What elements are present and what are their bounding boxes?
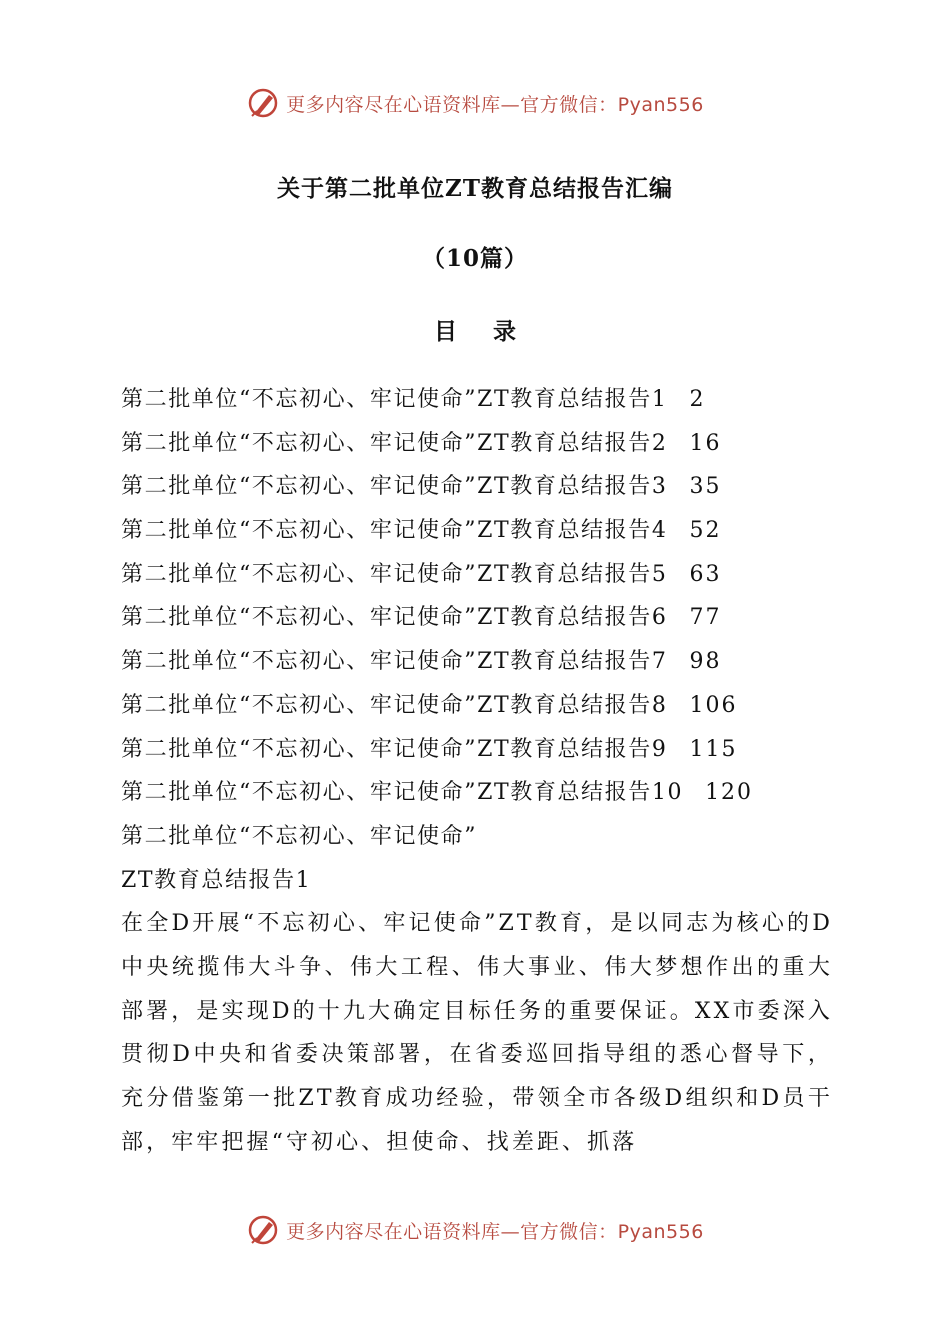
article: [121, 815, 833, 1165]
toc-page-number: 77: [689, 605, 722, 631]
wechat-account: Pyan556: [617, 93, 704, 116]
wechat-account: Pyan556: [617, 1220, 704, 1243]
toc-entry[interactable]: 第二批单位“不忘初心、牢记使命”ZT教育总结报告6 77: [121, 596, 841, 640]
toc-entry[interactable]: 第二批单位“不忘初心、牢记使命”ZT教育总结报告1 2: [121, 378, 841, 422]
toc-page-number: 63: [689, 561, 722, 587]
toc-page-number: 52: [689, 518, 722, 544]
toc-entry[interactable]: 第二批单位“不忘初心、牢记使命”ZT教育总结报告5 63: [121, 553, 841, 597]
toc-page-number: 16: [689, 430, 722, 456]
article-heading-line2: ZT教育总结报告1: [121, 867, 312, 893]
document-subtitle: （10篇）: [421, 245, 528, 272]
toc-page-number: 120: [705, 780, 754, 806]
toc-page-number: 35: [689, 474, 722, 500]
toc-entry[interactable]: 第二批单位“不忘初心、牢记使命”ZT教育总结报告4 52: [121, 509, 841, 553]
article-heading-line1: 第二批单位“不忘初心、牢记使命”: [121, 824, 478, 849]
toc-page-number: 106: [689, 692, 738, 718]
toc-page-number: 98: [689, 649, 722, 675]
toc-entry[interactable]: 第二批单位“不忘初心、牢记使命”ZT教育总结报告2 16: [121, 422, 841, 466]
document-title: 关于第二批单位ZT教育总结报告汇编: [277, 175, 673, 202]
toc-entry[interactable]: 第二批单位“不忘初心、牢记使命”ZT教育总结报告8 106: [121, 684, 841, 728]
toc-entry[interactable]: 第二批单位“不忘初心、牢记使命”ZT教育总结报告3 35: [121, 465, 841, 509]
pen-nib-logo-icon: [246, 86, 280, 120]
toc-page-number: 115: [689, 736, 738, 762]
footer-watermark: [0, 1210, 950, 1250]
toc-heading: 目 录: [433, 318, 530, 345]
toc-page-number: 2: [689, 387, 706, 412]
toc-entry[interactable]: 第二批单位“不忘初心、牢记使命”ZT教育总结报告7 98: [121, 640, 841, 684]
watermark-text: 更多内容尽在心语资料库—官方微信：Pyan556: [286, 93, 704, 116]
table-of-contents: [121, 378, 841, 815]
watermark-text: 更多内容尽在心语资料库—官方微信：Pyan556: [286, 1220, 704, 1243]
pen-nib-logo-icon: [246, 1213, 280, 1247]
article-paragraph: 在全D开展“不忘初心、牢记使命”ZT教育，是以同志为核心的D中央统揽伟大斗争、伟大工程、伟大事业、伟大梦想作出的重大部署，是实现D的十九大确定目标任务的重要保证。XX市委深入贯彻D中央和省委决策部署，在省委巡回指导组的悉心督导下，充分借鉴第一批ZT教育成功经验，带领全市各级D组织和D员干部，牢牢把握“守初心、担使命、找差距、抓落: [121, 911, 833, 1155]
toc-entry[interactable]: 第二批单位“不忘初心、牢记使命”ZT教育总结报告10 120: [121, 771, 841, 815]
toc-entry[interactable]: 第二批单位“不忘初心、牢记使命”ZT教育总结报告9 115: [121, 728, 841, 772]
header-watermark: [0, 83, 950, 123]
